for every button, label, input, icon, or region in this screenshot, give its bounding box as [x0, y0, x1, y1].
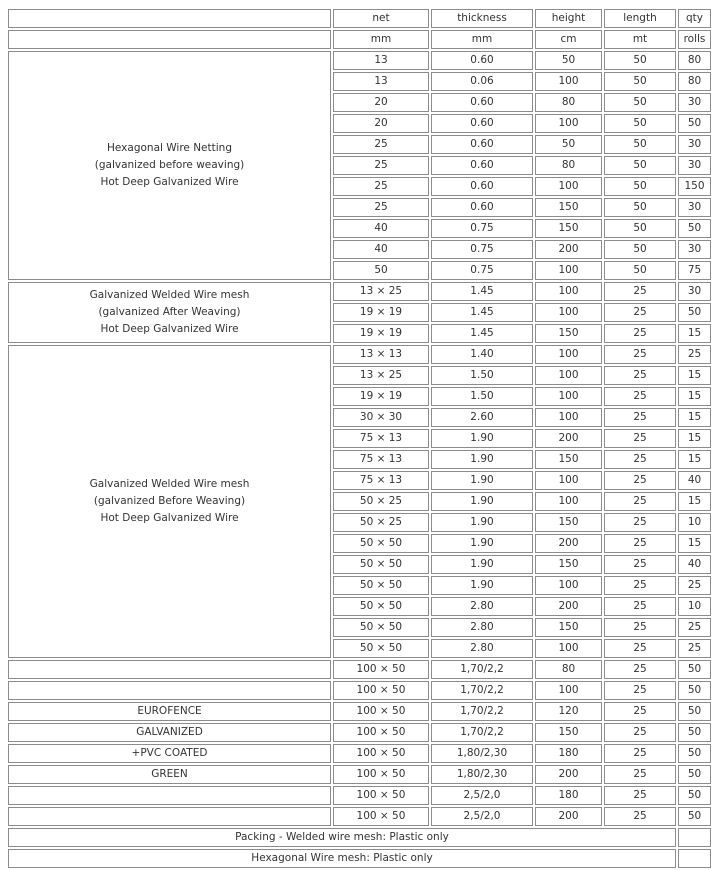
qty-cell: 50	[678, 786, 711, 805]
product-label-line: Hot Deep Galvanized Wire	[100, 323, 239, 335]
height-cell: 150	[535, 555, 602, 574]
unit-qty: rolls	[678, 30, 711, 49]
footer-blank-cell	[678, 828, 711, 847]
length-cell: 25	[604, 513, 676, 532]
header-net: net	[333, 9, 429, 28]
thickness-cell: 1.45	[431, 324, 533, 343]
net-cell: 100 × 50	[333, 660, 429, 679]
height-cell: 80	[535, 156, 602, 175]
qty-cell: 15	[678, 534, 711, 553]
height-cell: 50	[535, 51, 602, 70]
length-cell: 50	[604, 114, 676, 133]
qty-cell: 15	[678, 324, 711, 343]
height-cell: 100	[535, 303, 602, 322]
height-cell: 150	[535, 219, 602, 238]
thickness-cell: 0.60	[431, 198, 533, 217]
qty-cell: 30	[678, 240, 711, 259]
net-cell: 100 × 50	[333, 681, 429, 700]
net-cell: 50 × 50	[333, 534, 429, 553]
packing-note: Packing - Welded wire mesh: Plastic only	[8, 828, 676, 847]
length-cell: 25	[604, 471, 676, 490]
thickness-cell: 0.75	[431, 219, 533, 238]
height-cell: 200	[535, 597, 602, 616]
height-cell: 150	[535, 450, 602, 469]
height-cell: 100	[535, 177, 602, 196]
thickness-cell: 1.90	[431, 492, 533, 511]
length-cell: 25	[604, 660, 676, 679]
net-cell: 100 × 50	[333, 744, 429, 763]
height-cell: 50	[535, 135, 602, 154]
length-cell: 25	[604, 408, 676, 427]
qty-cell: 25	[678, 618, 711, 637]
height-cell: 200	[535, 240, 602, 259]
length-cell: 50	[604, 261, 676, 280]
thickness-cell: 0.60	[431, 51, 533, 70]
height-cell: 180	[535, 786, 602, 805]
net-cell: 25	[333, 177, 429, 196]
net-cell: 50 × 50	[333, 576, 429, 595]
thickness-cell: 0.75	[431, 240, 533, 259]
length-cell: 50	[604, 135, 676, 154]
thickness-cell: 0.60	[431, 135, 533, 154]
product-group-label	[8, 345, 331, 658]
height-cell: 150	[535, 618, 602, 637]
qty-cell: 40	[678, 471, 711, 490]
header-blank-cell	[8, 9, 331, 28]
qty-cell: 80	[678, 72, 711, 91]
height-cell: 200	[535, 765, 602, 784]
hexagonal-packing-note: Hexagonal Wire mesh: Plastic only	[8, 849, 676, 868]
height-cell: 120	[535, 702, 602, 721]
thickness-cell: 1,70/2,2	[431, 660, 533, 679]
net-cell: 40	[333, 240, 429, 259]
height-cell: 100	[535, 345, 602, 364]
thickness-cell: 1.90	[431, 450, 533, 469]
qty-cell: 50	[678, 114, 711, 133]
height-cell: 100	[535, 471, 602, 490]
net-cell: 100 × 50	[333, 765, 429, 784]
length-cell: 25	[604, 744, 676, 763]
height-cell: 80	[535, 93, 602, 112]
length-cell: 25	[604, 345, 676, 364]
qty-cell: 50	[678, 765, 711, 784]
qty-cell: 150	[678, 177, 711, 196]
length-cell: 50	[604, 219, 676, 238]
height-cell: 100	[535, 576, 602, 595]
qty-cell: 50	[678, 681, 711, 700]
net-cell: 75 × 13	[333, 450, 429, 469]
qty-cell: 25	[678, 639, 711, 658]
thickness-cell: 1.40	[431, 345, 533, 364]
qty-cell: 40	[678, 555, 711, 574]
qty-cell: 15	[678, 450, 711, 469]
height-cell: 100	[535, 639, 602, 658]
product-label-line: Hot Deep Galvanized Wire	[100, 512, 239, 524]
table-row	[8, 660, 711, 679]
net-cell: 50 × 50	[333, 639, 429, 658]
net-cell: 13 × 25	[333, 282, 429, 301]
product-label-cell: +PVC COATED	[8, 744, 331, 763]
thickness-cell: 0.75	[431, 261, 533, 280]
thickness-cell: 1,70/2,2	[431, 681, 533, 700]
net-cell: 25	[333, 156, 429, 175]
product-label-cell: GREEN	[8, 765, 331, 784]
length-cell: 25	[604, 366, 676, 385]
table-row	[8, 345, 711, 364]
table-row	[8, 702, 711, 721]
net-cell: 50 × 50	[333, 618, 429, 637]
length-cell: 50	[604, 240, 676, 259]
qty-cell: 30	[678, 135, 711, 154]
thickness-cell: 0.06	[431, 72, 533, 91]
height-cell: 200	[535, 429, 602, 448]
header-names-row	[8, 9, 711, 28]
net-cell: 25	[333, 135, 429, 154]
thickness-cell: 1.90	[431, 429, 533, 448]
qty-cell: 50	[678, 702, 711, 721]
net-cell: 13 × 25	[333, 366, 429, 385]
thickness-cell: 2,5/2,0	[431, 786, 533, 805]
net-cell: 20	[333, 93, 429, 112]
net-cell: 13	[333, 72, 429, 91]
thickness-cell: 2.80	[431, 639, 533, 658]
footer-blank-cell	[678, 849, 711, 868]
qty-cell: 30	[678, 156, 711, 175]
header-thickness: thickness	[431, 9, 533, 28]
length-cell: 25	[604, 639, 676, 658]
thickness-cell: 1.45	[431, 282, 533, 301]
net-cell: 100 × 50	[333, 723, 429, 742]
qty-cell: 25	[678, 345, 711, 364]
product-label-line: (galvanized before weaving)	[94, 159, 245, 171]
product-label-cell	[8, 786, 331, 805]
height-cell: 150	[535, 723, 602, 742]
table-row	[8, 765, 711, 784]
product-label-line: Hexagonal Wire Netting	[107, 142, 232, 154]
product-group-label	[8, 282, 331, 343]
thickness-cell: 1,70/2,2	[431, 723, 533, 742]
length-cell: 50	[604, 93, 676, 112]
product-label-cell	[8, 660, 331, 679]
length-cell: 25	[604, 303, 676, 322]
header-height: height	[535, 9, 602, 28]
length-cell: 25	[604, 681, 676, 700]
net-cell: 100 × 50	[333, 807, 429, 826]
net-cell: 19 × 19	[333, 387, 429, 406]
product-label-line: (galvanized After Weaving)	[98, 306, 241, 318]
product-spec-table-body	[8, 9, 711, 868]
header-length: length	[604, 9, 676, 28]
footer-row	[8, 828, 711, 847]
thickness-cell: 0.60	[431, 177, 533, 196]
net-cell: 75 × 13	[333, 429, 429, 448]
height-cell: 100	[535, 681, 602, 700]
product-label-line: (galvanized Before Weaving)	[93, 495, 246, 507]
product-label-cell	[8, 681, 331, 700]
table-row	[8, 681, 711, 700]
header-blank-cell	[8, 30, 331, 49]
net-cell: 50 × 25	[333, 513, 429, 532]
qty-cell: 50	[678, 219, 711, 238]
qty-cell: 25	[678, 576, 711, 595]
height-cell: 150	[535, 198, 602, 217]
thickness-cell: 1.90	[431, 471, 533, 490]
thickness-cell: 2.60	[431, 408, 533, 427]
net-cell: 40	[333, 219, 429, 238]
height-cell: 80	[535, 660, 602, 679]
header-qty: qty	[678, 9, 711, 28]
product-label-cell: GALVANIZED	[8, 723, 331, 742]
thickness-cell: 2.80	[431, 597, 533, 616]
thickness-cell: 1,70/2,2	[431, 702, 533, 721]
height-cell: 100	[535, 261, 602, 280]
qty-cell: 30	[678, 93, 711, 112]
net-cell: 75 × 13	[333, 471, 429, 490]
net-cell: 25	[333, 198, 429, 217]
length-cell: 50	[604, 177, 676, 196]
thickness-cell: 0.60	[431, 114, 533, 133]
net-cell: 13 × 13	[333, 345, 429, 364]
unit-net: mm	[333, 30, 429, 49]
product-label-cell	[8, 807, 331, 826]
length-cell: 25	[604, 597, 676, 616]
product-group-label	[8, 51, 331, 280]
length-cell: 25	[604, 555, 676, 574]
product-spec-table	[6, 7, 713, 870]
unit-height: cm	[535, 30, 602, 49]
thickness-cell: 1.90	[431, 576, 533, 595]
thickness-cell: 1.50	[431, 387, 533, 406]
thickness-cell: 2,5/2,0	[431, 807, 533, 826]
height-cell: 180	[535, 744, 602, 763]
length-cell: 25	[604, 429, 676, 448]
length-cell: 50	[604, 198, 676, 217]
table-row	[8, 51, 711, 70]
qty-cell: 10	[678, 513, 711, 532]
height-cell: 200	[535, 534, 602, 553]
length-cell: 25	[604, 702, 676, 721]
net-cell: 50 × 50	[333, 597, 429, 616]
table-row	[8, 786, 711, 805]
footer-row	[8, 849, 711, 868]
length-cell: 25	[604, 534, 676, 553]
product-label-line: Hot Deep Galvanized Wire	[100, 176, 239, 188]
product-label-cell: EUROFENCE	[8, 702, 331, 721]
length-cell: 25	[604, 807, 676, 826]
table-row	[8, 723, 711, 742]
length-cell: 50	[604, 51, 676, 70]
height-cell: 100	[535, 366, 602, 385]
net-cell: 19 × 19	[333, 324, 429, 343]
net-cell: 20	[333, 114, 429, 133]
qty-cell: 80	[678, 51, 711, 70]
thickness-cell: 0.60	[431, 93, 533, 112]
header-units-row	[8, 30, 711, 49]
net-cell: 50 × 50	[333, 555, 429, 574]
qty-cell: 50	[678, 660, 711, 679]
length-cell: 25	[604, 450, 676, 469]
length-cell: 25	[604, 387, 676, 406]
qty-cell: 15	[678, 492, 711, 511]
net-cell: 100 × 50	[333, 702, 429, 721]
length-cell: 50	[604, 72, 676, 91]
qty-cell: 15	[678, 387, 711, 406]
table-row	[8, 744, 711, 763]
thickness-cell: 1,80/2,30	[431, 744, 533, 763]
table-row	[8, 807, 711, 826]
table-row	[8, 282, 711, 301]
length-cell: 25	[604, 492, 676, 511]
qty-cell: 30	[678, 282, 711, 301]
thickness-cell: 1.45	[431, 303, 533, 322]
length-cell: 25	[604, 765, 676, 784]
thickness-cell: 1.90	[431, 534, 533, 553]
unit-length: mt	[604, 30, 676, 49]
thickness-cell: 1,80/2,30	[431, 765, 533, 784]
net-cell: 13	[333, 51, 429, 70]
length-cell: 50	[604, 156, 676, 175]
qty-cell: 10	[678, 597, 711, 616]
height-cell: 100	[535, 387, 602, 406]
height-cell: 100	[535, 282, 602, 301]
length-cell: 25	[604, 282, 676, 301]
qty-cell: 30	[678, 198, 711, 217]
height-cell: 100	[535, 492, 602, 511]
height-cell: 200	[535, 807, 602, 826]
net-cell: 100 × 50	[333, 786, 429, 805]
qty-cell: 50	[678, 303, 711, 322]
thickness-cell: 1.50	[431, 366, 533, 385]
height-cell: 100	[535, 408, 602, 427]
qty-cell: 75	[678, 261, 711, 280]
height-cell: 100	[535, 72, 602, 91]
length-cell: 25	[604, 324, 676, 343]
product-label-line: Galvanized Welded Wire mesh	[89, 289, 250, 301]
qty-cell: 50	[678, 807, 711, 826]
net-cell: 19 × 19	[333, 303, 429, 322]
thickness-cell: 1.90	[431, 513, 533, 532]
height-cell: 150	[535, 324, 602, 343]
length-cell: 25	[604, 618, 676, 637]
net-cell: 50 × 25	[333, 492, 429, 511]
height-cell: 150	[535, 513, 602, 532]
qty-cell: 50	[678, 723, 711, 742]
qty-cell: 15	[678, 429, 711, 448]
length-cell: 25	[604, 723, 676, 742]
unit-thickness: mm	[431, 30, 533, 49]
qty-cell: 15	[678, 408, 711, 427]
thickness-cell: 1.90	[431, 555, 533, 574]
qty-cell: 15	[678, 366, 711, 385]
thickness-cell: 2.80	[431, 618, 533, 637]
thickness-cell: 0.60	[431, 156, 533, 175]
net-cell: 30 × 30	[333, 408, 429, 427]
height-cell: 100	[535, 114, 602, 133]
product-label-line: Galvanized Welded Wire mesh	[89, 478, 250, 490]
qty-cell: 50	[678, 744, 711, 763]
net-cell: 50	[333, 261, 429, 280]
length-cell: 25	[604, 576, 676, 595]
length-cell: 25	[604, 786, 676, 805]
